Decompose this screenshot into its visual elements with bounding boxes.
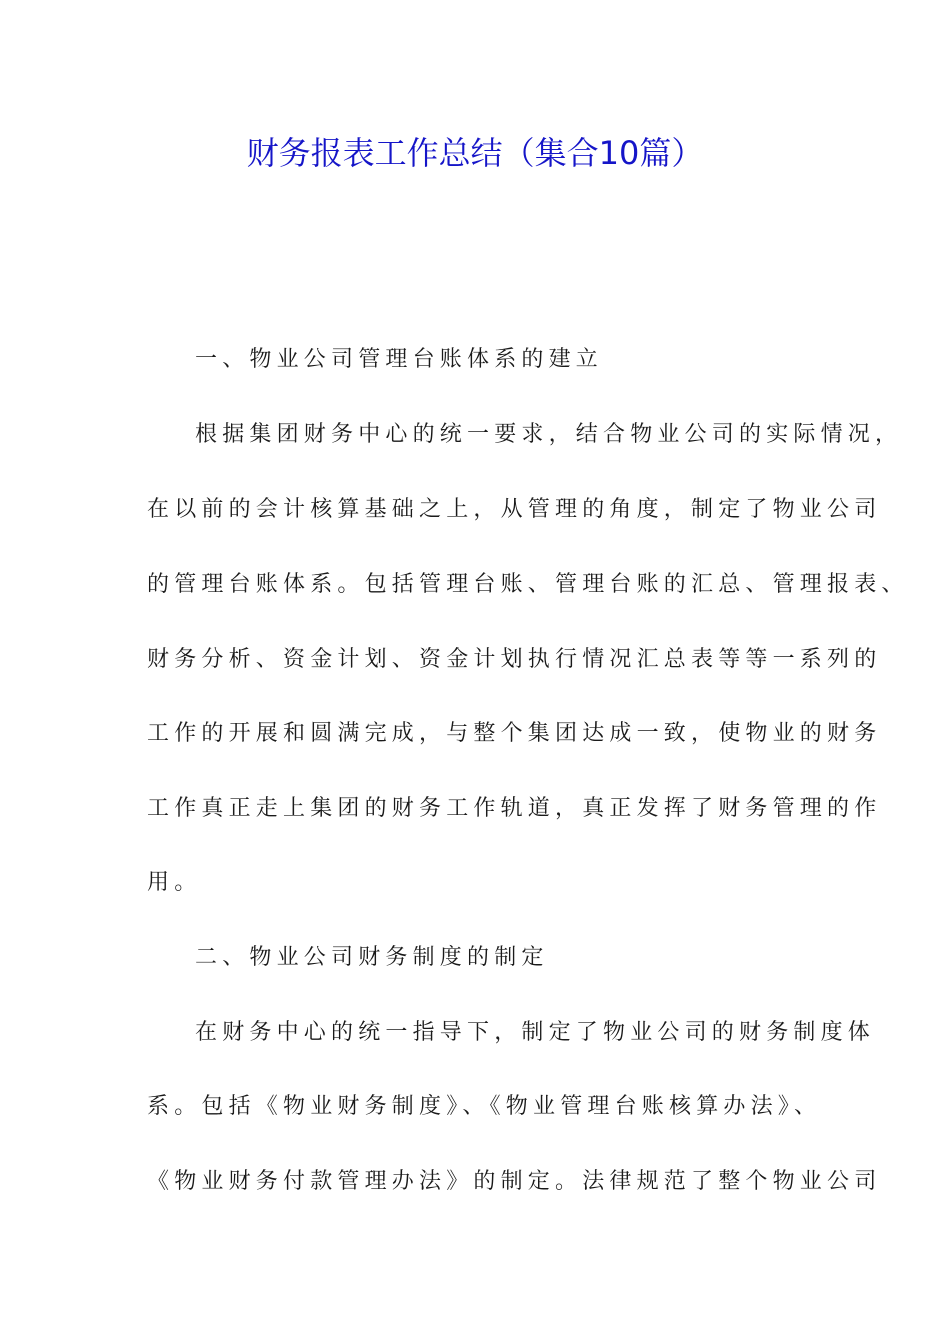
paragraph-line: 工作真正走上集团的财务工作轨道，真正发挥了财务管理的作 — [147, 796, 882, 821]
section-heading-1: 一、物业公司管理台账体系的建立 — [195, 347, 604, 372]
section-heading-2: 二、物业公司财务制度的制定 — [195, 945, 549, 970]
paragraph-line: 根据集团财务中心的统一要求，结合物业公司的实际情况， — [195, 422, 903, 447]
paragraph-line: 财务分析、资金计划、资金计划执行情况汇总表等等一系列的 — [147, 647, 882, 672]
paragraph-line: 在财务中心的统一指导下，制定了物业公司的财务制度体 — [195, 1020, 876, 1045]
paragraph-line: 用。 — [147, 870, 202, 895]
paragraph-line: 《物业财务付款管理办法》的制定。法律规范了整个物业公司 — [147, 1169, 882, 1194]
paragraph-line: 在以前的会计核算基础之上，从管理的角度，制定了物业公司 — [147, 497, 882, 522]
paragraph-line: 工作的开展和圆满完成，与整个集团达成一致，使物业的财务 — [147, 721, 882, 746]
paragraph-line: 系。包括《物业财务制度》、《物业管理台账核算办法》、 — [147, 1094, 822, 1119]
document-title: 财务报表工作总结（集合10篇） — [246, 134, 704, 172]
paragraph-line: 的管理台账体系。包括管理台账、管理台账的汇总、管理报表、 — [147, 572, 909, 597]
